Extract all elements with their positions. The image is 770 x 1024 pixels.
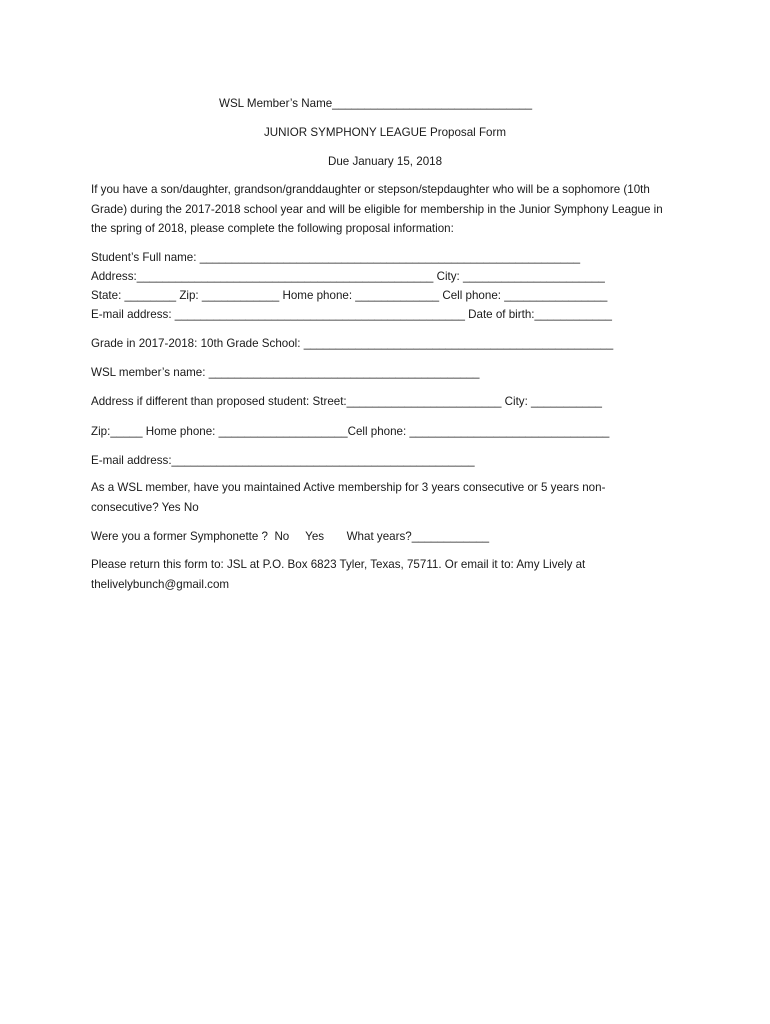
grade-school-field: Grade in 2017-2018: 10th Grade School: ________________________________________________	[91, 337, 614, 350]
member-email-field: E-mail address:_______________________________________________	[91, 454, 475, 467]
intro-paragraph: If you have a son/daughter, grandson/granddaughter or stepson/stepdaughter who will be a sophomore (10th Grade) during the 2017-2018 school year and will be eligible for membership in the Junior Symphony League in the spring of 2018, please complete the following proposal information:	[91, 183, 663, 235]
student-email-dob-field: E-mail address: _____________________________________________ Date of birth:____________	[91, 308, 612, 321]
due-date: Due January 15, 2018	[327, 155, 443, 168]
member-address-field: Address if different than proposed student: Street:________________________ City: ___________	[91, 395, 602, 408]
form-title: JUNIOR SYMPHONY LEAGUE Proposal Form	[263, 126, 507, 139]
member-name-line: WSL Member’s Name_______________________________	[219, 97, 533, 110]
student-full-name-field: Student’s Full name: ___________________________________________________________	[91, 251, 581, 264]
student-state-zip-phone-field: State: ________ Zip: ____________ Home phone: _____________ Cell phone: ________________	[91, 289, 608, 302]
former-symphonette-question: Were you a former Symphonette ? No Yes What years?____________	[91, 530, 490, 543]
active-membership-question: As a WSL member, have you maintained Active membership for 3 years consecutive or 5 years non-consecutive? Yes No	[91, 481, 606, 514]
return-instructions: Please return this form to: JSL at P.O. Box 6823 Tyler, Texas, 75711. Or email it to: Amy Lively at thelivelybunch@gmail.com	[91, 558, 586, 591]
member-zip-phone-field: Zip:_____ Home phone: ____________________Cell phone: _______________________________	[91, 425, 610, 438]
wsl-member-name-field: WSL member’s name: __________________________________________	[91, 366, 480, 379]
student-address-field: Address:______________________________________________ City: ______________________	[91, 270, 605, 283]
